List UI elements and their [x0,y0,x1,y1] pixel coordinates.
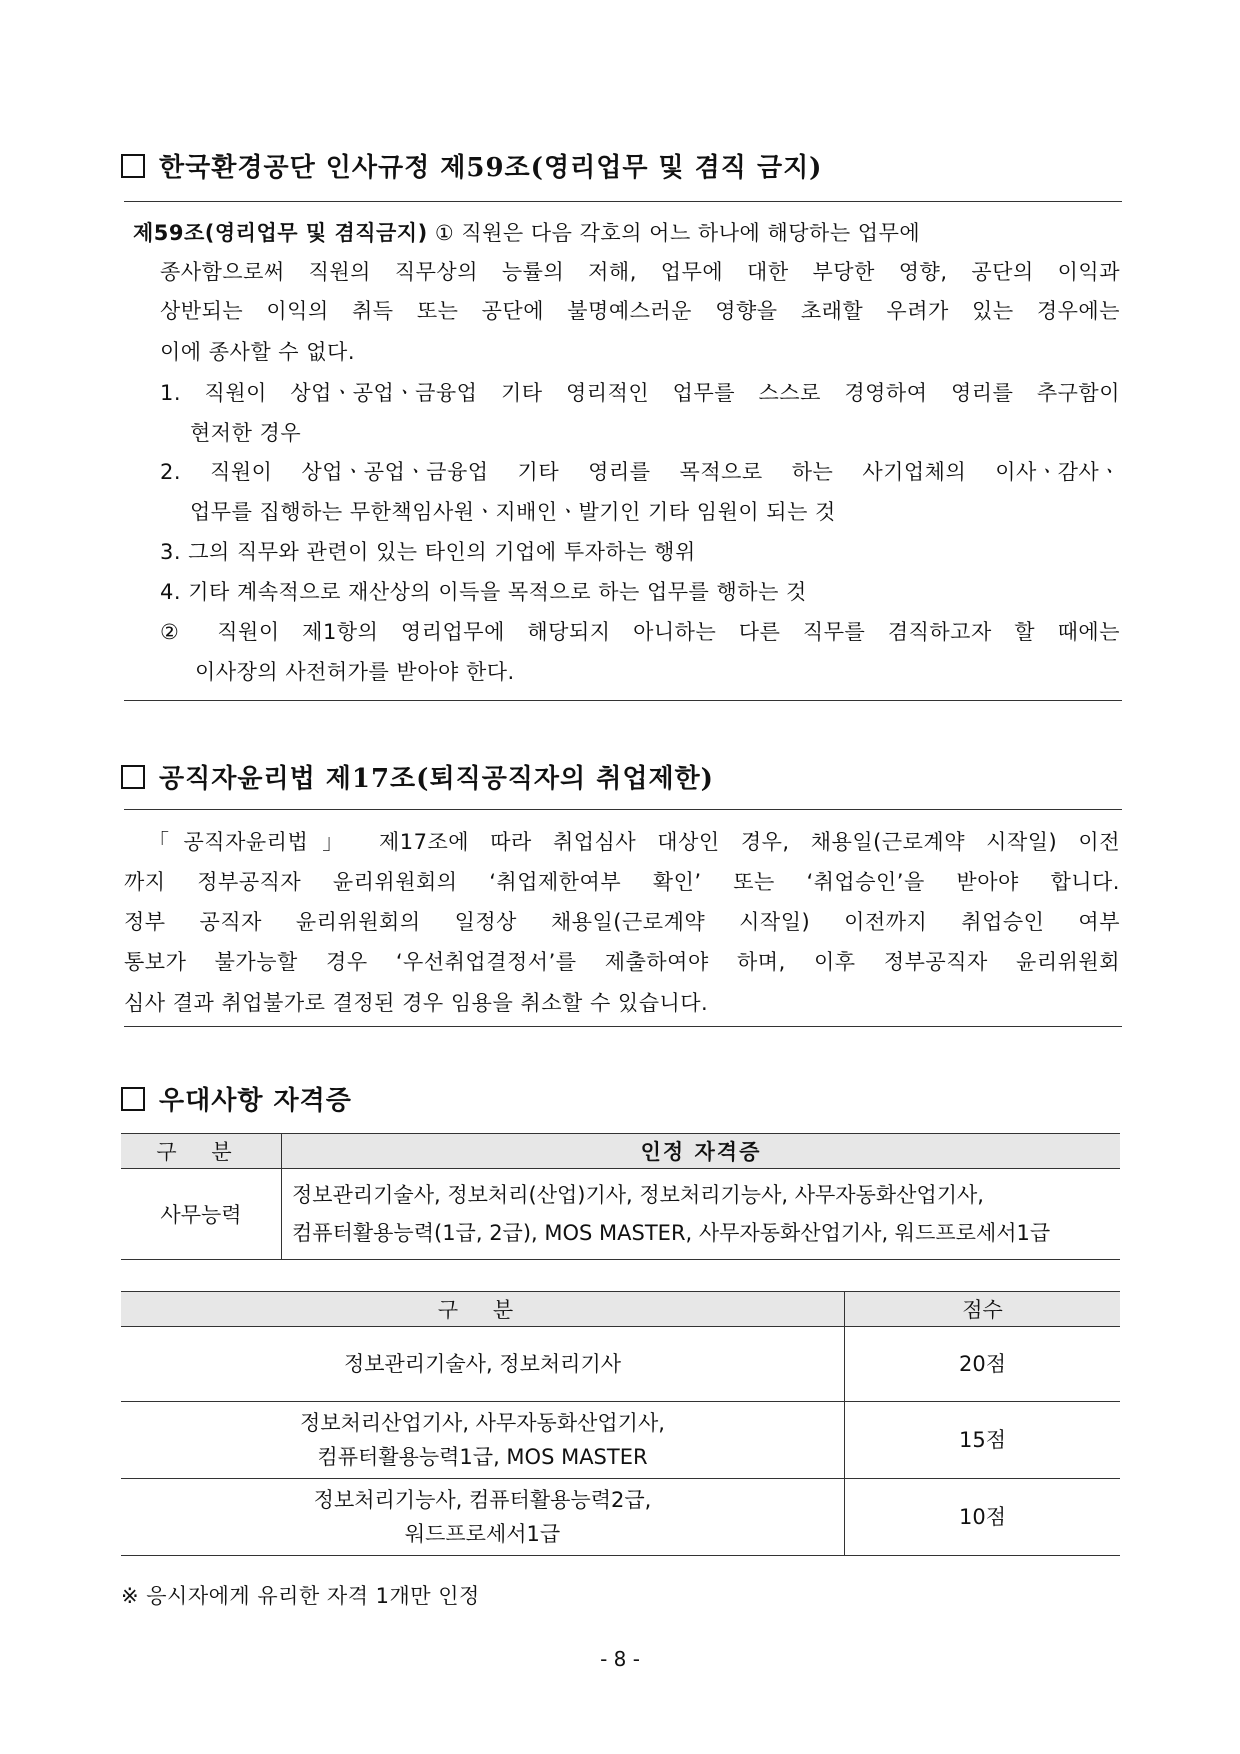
article-item: 2. 직원이 상업ㆍ공업ㆍ금융업 기타 영리를 목적으로 하는 사기업체의 이사ㆍ감사ㆍ [160,460,1120,484]
score-table [121,1291,1120,1556]
page-number: - 8 - [600,1647,640,1671]
checkbox-square-icon [121,1087,145,1111]
article-first-line [133,217,920,247]
article-item: 이사장의 사전허가를 받아야 한다. [195,660,515,684]
article-label: 제59조(영리업무 및 겸직금지) [133,221,428,245]
article-item: 3. 그의 직무와 관련이 있는 타인의 기업에 투자하는 행위 [160,540,696,564]
divider [124,700,1122,701]
table-row [121,1479,1120,1556]
certificate-line: 정보관리기술사, 정보처리기사 [343,1352,622,1376]
score-cell: 20점 [845,1327,1121,1402]
table-header-category: 구 분 [121,1134,282,1169]
category-cell: 사무능력 [121,1169,282,1260]
section1-heading [121,147,822,184]
article-item: 현저한 경우 [190,421,302,445]
section3-heading [121,1080,352,1117]
law-para-line: 「공직자윤리법」 제17조에 따라 취업심사 대상인 경우, 채용일(근로계약 시작일) 이전 [148,830,1120,854]
section1-title: 한국환경공단 인사규정 제59조(영리업무 및 겸직 금지) [159,153,823,183]
divider [124,201,1122,202]
footnote: ※ 응시자에게 유리한 자격 1개만 인정 [121,1584,480,1608]
certificate-list-line: 정보관리기술사, 정보처리(산업)기사, 정보처리기능사, 사무자동화산업기사, [292,1183,984,1207]
table-row [121,1402,1120,1479]
score-cell: 15점 [845,1402,1121,1479]
certificate-line: 정보처리기능사, 컴퓨터활용능력2급, [313,1488,652,1512]
certificate-cell [121,1402,845,1479]
checkbox-square-icon [121,765,145,789]
certificate-table [121,1133,1120,1260]
table-header-score: 점수 [845,1292,1121,1327]
article-para-line: 상반되는 이익의 취득 또는 공단에 불명예스러운 영향을 초래할 우려가 있는 경우에는 [160,299,1120,323]
certificate-list-cell [282,1169,1121,1260]
certificate-cell [121,1479,845,1556]
article-item: ② 직원이 제1항의 영리업무에 해당되지 아니하는 다른 직무를 겸직하고자 할 때에는 [160,620,1120,644]
section3-title: 우대사항 자격증 [159,1086,352,1116]
certificate-cell [121,1327,845,1402]
article-para-line: 종사함으로써 직원의 직무상의 능률의 저해, 업무에 대한 부당한 영향, 공단의 이익과 [160,260,1120,284]
table-row [121,1327,1120,1402]
checkbox-square-icon [121,154,145,178]
article-para-line: 이에 종사할 수 없다. [160,340,355,364]
certificate-line: 컴퓨터활용능력1급, MOS MASTER [317,1445,648,1469]
section2-heading [121,758,714,795]
divider [124,809,1122,810]
article-item: 업무를 집행하는 무한책임사원ㆍ지배인ㆍ발기인 기타 임원이 되는 것 [190,500,836,524]
law-para-line: 정부 공직자 윤리위원회의 일정상 채용일(근로계약 시작일) 이전까지 취업승인 여부 [124,910,1120,934]
certificate-line: 정보처리산업기사, 사무자동화산업기사, [300,1411,665,1435]
divider [124,1026,1122,1027]
score-cell: 10점 [845,1479,1121,1556]
article-item: 1. 직원이 상업ㆍ공업ㆍ금융업 기타 영리적인 업무를 스스로 경영하여 영리를 추구함이 [160,381,1120,405]
article-item: 4. 기타 계속적으로 재산상의 이득을 목적으로 하는 업무를 행하는 것 [160,580,807,604]
section2-title: 공직자윤리법 제17조(퇴직공직자의 취업제한) [159,764,714,794]
table-header-certificates: 인정 자격증 [282,1134,1121,1169]
law-para-line: 까지 정부공직자 윤리위원회의 ‘취업제한여부 확인’ 또는 ‘취업승인’을 받아야 합니다. [124,870,1120,894]
law-para-line: 통보가 불가능할 경우 ‘우선취업결정서’를 제출하여야 하며, 이후 정부공직자 윤리위원회 [124,950,1120,974]
certificate-line: 워드프로세서1급 [404,1522,561,1546]
certificate-list-line: 컴퓨터활용능력(1급, 2급), MOS MASTER, 사무자동화산업기사, 워드프로세서1급 [292,1221,1051,1245]
article-para-line: ① 직원은 다음 각호의 어느 하나에 해당하는 업무에 [427,221,921,245]
law-para-line: 심사 결과 취업불가로 결정된 경우 임용을 취소할 수 있습니다. [124,991,709,1015]
table-header-category: 구 분 [121,1292,845,1327]
